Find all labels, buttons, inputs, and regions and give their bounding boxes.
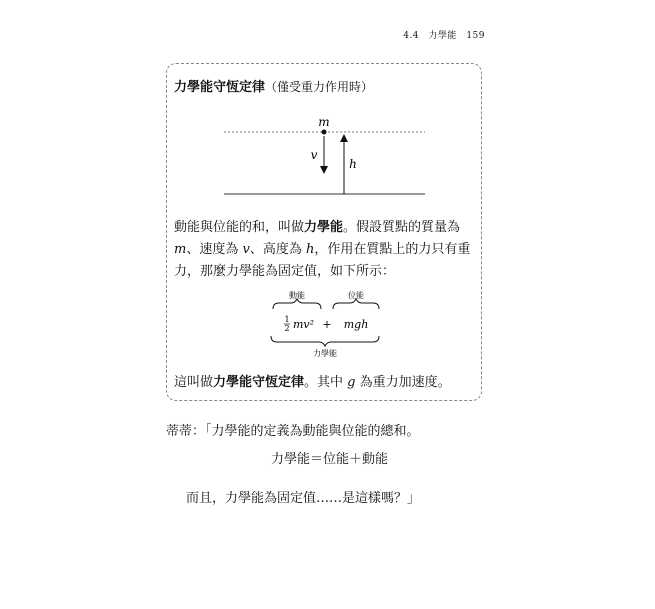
- kinetic-label: 動能: [289, 291, 305, 300]
- height-label: h: [349, 157, 357, 171]
- var-h: h: [305, 242, 315, 257]
- page-number: 159: [466, 31, 485, 41]
- fraction-denominator: 2: [284, 324, 290, 333]
- potential-label: 位能: [348, 291, 364, 300]
- box-title-sub: （僅受重力作用時）: [265, 80, 374, 94]
- kinetic-brace: [273, 299, 321, 309]
- conclusion-line: [174, 371, 451, 390]
- dialog-continuation: 而且，力學能為固定值……是這樣嗎？」: [186, 491, 421, 506]
- total-brace: [271, 336, 379, 346]
- plus-sign: +: [322, 318, 332, 331]
- energy-formula: [167, 64, 483, 364]
- potential-brace: [333, 299, 379, 309]
- section-number: 4.4: [403, 31, 420, 41]
- conclusion-text-2: 。其中: [304, 375, 348, 390]
- box-title-main: 力學能守恆定律: [174, 80, 266, 95]
- velocity-label: v: [310, 148, 318, 162]
- potential-expression: mgh: [343, 318, 369, 331]
- dialog-speaker-line: 蒂蒂：「力學能的定義為動能與位能的總和。: [166, 424, 420, 439]
- var-m: m: [174, 242, 187, 257]
- fraction-numerator: 1: [284, 315, 290, 324]
- total-label: 力學能: [313, 349, 337, 358]
- kinetic-expression: mv²: [293, 318, 315, 331]
- para-term: 力學能: [304, 220, 344, 235]
- mass-label: m: [318, 115, 330, 129]
- page-header: [397, 28, 485, 41]
- conclusion-term: 力學能守恆定律: [213, 375, 305, 390]
- section-title: 力學能: [428, 31, 457, 41]
- dialog-equation: 力學能＝位能＋動能: [271, 452, 389, 467]
- var-v: v: [242, 242, 250, 257]
- para-text-2: 。假設質點的質量為: [343, 220, 461, 235]
- para-text-1: 動能與位能的和，叫做: [174, 220, 305, 235]
- para-text-5: ，作用在質點上的力只有重力，那麼力學能為固定值，如下所示：: [174, 242, 471, 279]
- var-g: g: [347, 375, 356, 390]
- conclusion-text-1: 這叫做: [174, 375, 214, 390]
- para-text-4: 、高度為: [249, 242, 306, 257]
- law-box: [166, 63, 482, 401]
- para-text-3: 、速度為: [186, 242, 243, 257]
- conclusion-text-3: 為重力加速度。: [355, 375, 451, 390]
